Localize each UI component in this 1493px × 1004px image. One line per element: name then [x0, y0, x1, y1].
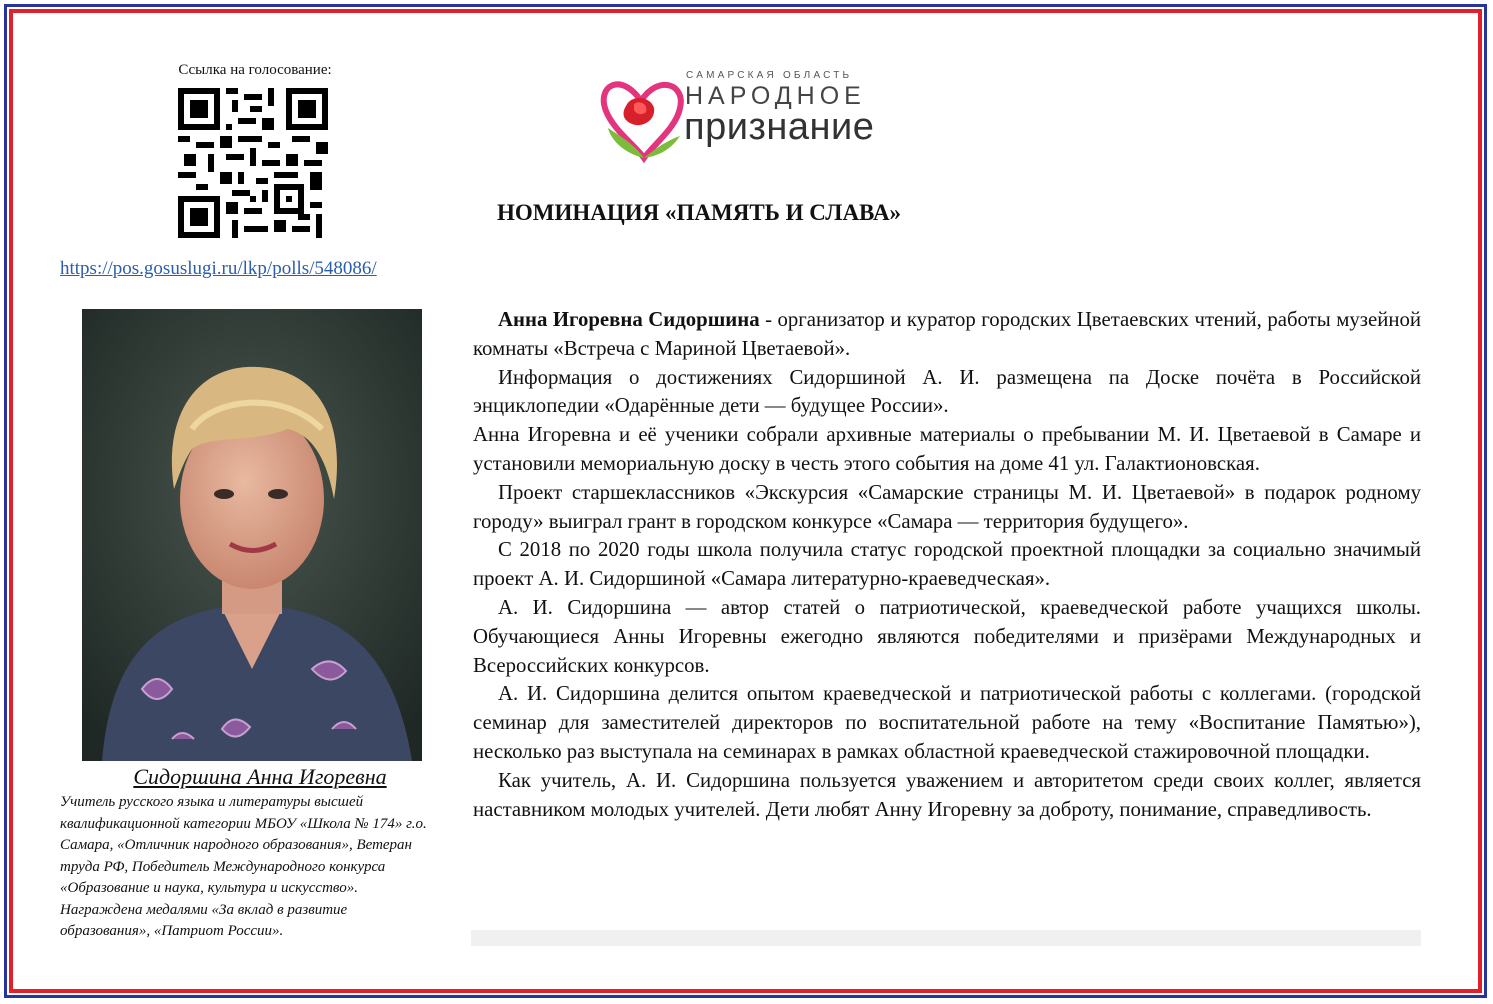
article-paragraph-3: Анна Игоревна и её ученики собрали архивные материалы о пребывании М. И. Цветаевой в Самаре и установили мемориальную доску в честь этого события на доме 41 ул. Галактионовская.: [473, 423, 1421, 475]
article-paragraph-8: Как учитель, А. И. Сидоршина пользуется уважением и авторитетом среди своих коллег, является наставником молодых учителей. Дети любят Анну Игоревну за доброту, понимание, справедливость.: [473, 768, 1421, 821]
person-name: Сидоршина Анна Игоревна: [133, 764, 387, 789]
article-footer-shade: [471, 930, 1421, 946]
article-paragraph-2: Информация о достижениях Сидоршиной А. И. размещена па Доске почёта в Российской энциклопедии «Одарённые дети — будущее России».: [473, 365, 1421, 418]
qr-code[interactable]: [178, 88, 328, 238]
article-paragraph-5: С 2018 по 2020 годы школа получила статус городской проектной площадки за социально значимый проект А. И. Сидоршиной «Самара литературно-краеведческая».: [473, 538, 1421, 591]
article-lead-text: - организатор и куратор городских Цветаевских чтений, работы музейной комнаты «Встреча с Мариной Цветаевой».: [473, 308, 1421, 360]
article-paragraph-6: А. И. Сидоршина — автор статей о патриотической, краеведческой работе учащихся школы. Обучающиеся Анны Игоревны ежегодно являются победителями и призёрами Международных и Всероссийских конкурсов.: [473, 595, 1421, 677]
voting-link[interactable]: https://pos.gosuslugi.ru/lkp/polls/548086/: [60, 258, 377, 279]
qr-caption: Ссылка на голосование:: [178, 62, 332, 78]
article-body: [473, 306, 1421, 824]
nomination-title: НОМИНАЦИЯ «ПАМЯТЬ И СЛАВА»: [497, 200, 902, 225]
logo-region: САМАРСКАЯ ОБЛАСТЬ: [686, 70, 853, 81]
logo-name-line1: НАРОДНОЕ: [685, 82, 866, 110]
person-description: Учитель русского языка и литературы высшей квалификационной категории МБОУ «Школа № 174» г.о. Самара, «Отличник народного образования», Ветеран труда РФ, Победитель Международного конкурса «Образование и наука, культура и искусство». Награждена медалями «За вклад в развитие образования», «Патриот России».: [60, 794, 427, 939]
article-lead-name: Анна Игоревна Сидоршина: [498, 308, 760, 331]
article-paragraph-1: [473, 306, 1421, 364]
logo-name-line2: признание: [684, 106, 875, 148]
article-paragraph-7: А. И. Сидоршина делится опытом краеведческой и патриотической работы с коллегами. (городской семинар для заместителей директоров по воспитательной работе на тему «Воспитание Памятью»), несколько раз выступала на семинарах в рамках областной краеведческой стажировочной площадки.: [473, 682, 1421, 763]
portrait-photo: [82, 309, 422, 761]
article-paragraph-4: Проект старшеклассников «Экскурсия «Самарские страницы М. И. Цветаевой» в подарок родному городу» выиграл грант в городском конкурсе «Самара — территория будущего».: [473, 480, 1421, 533]
